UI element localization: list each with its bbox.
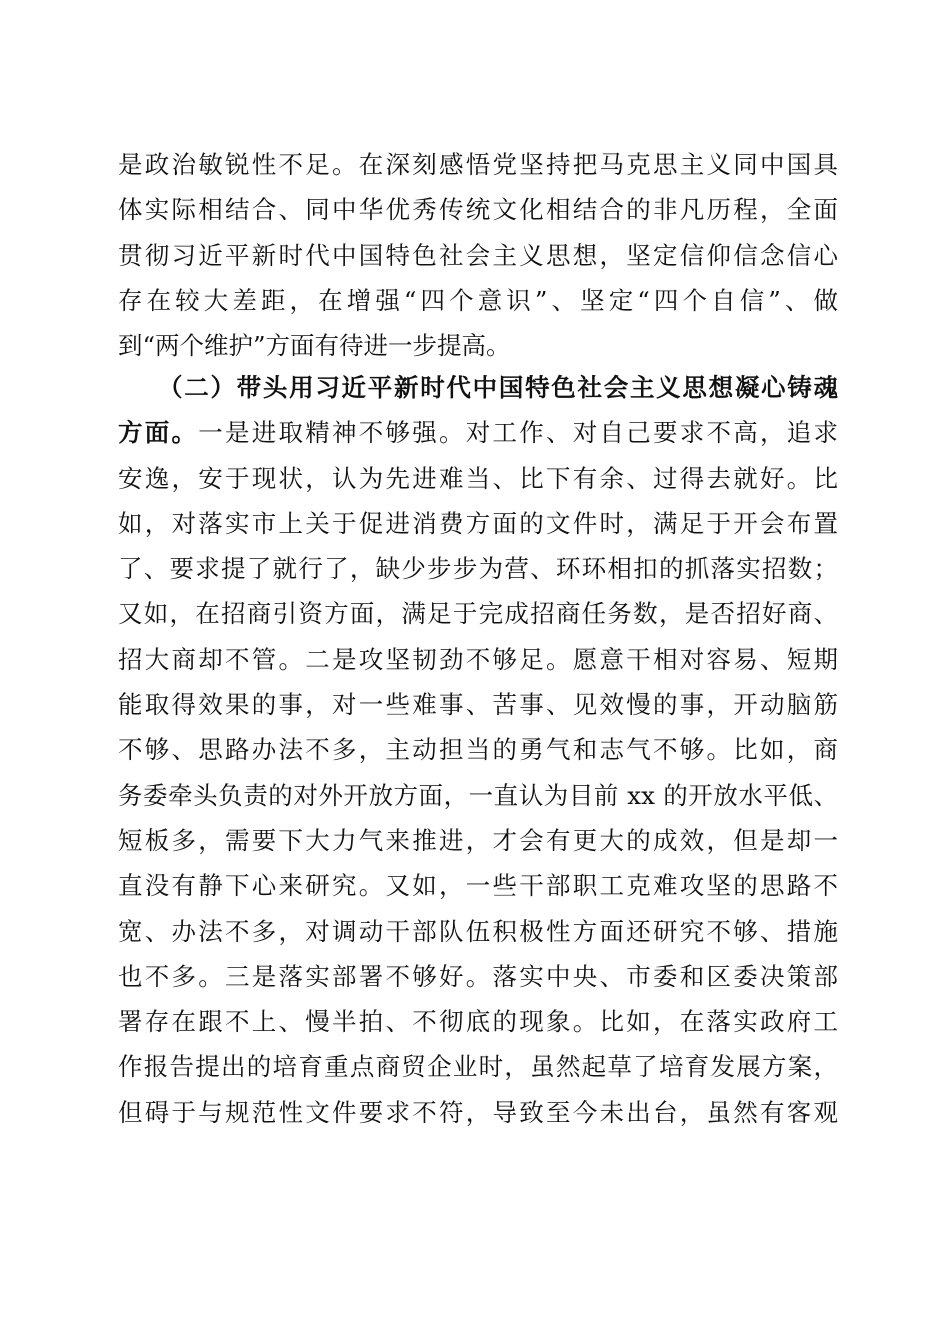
section-two-paragraph <box>118 365 838 1135</box>
paragraph-line: 了、要求提了就行了，缺少步步为营、环环相扣的抓落实招数； <box>118 554 838 584</box>
paragraph-line: 招大商却不管。二是攻坚韧劲不够足。愿意干相对容易、短期 <box>118 644 838 674</box>
paragraph-line: 又如，在招商引资方面，满足于完成招商任务数，是否招好商、 <box>118 599 838 629</box>
paragraph-line: 但碍于与规范性文件要求不符，导致至今未出台，虽然有客观 <box>118 1097 838 1127</box>
paragraph-line: 不够、思路办法不多，主动担当的勇气和志气不够。比如，商 <box>118 735 838 765</box>
paragraph-line: 一是进取精神不够强。对工作、对自己要求不高，追求 <box>198 418 838 448</box>
paragraph-line: 直没有静下心来研究。又如，一些干部职工克难攻坚的思路不 <box>118 871 838 901</box>
paragraph-line: 宽、办法不多，对调动干部队伍积极性方面还研究不够、措施 <box>118 916 838 946</box>
paragraph-line: 到“两个维护”方面有待进一步提高。 <box>118 331 511 361</box>
paragraph-line: 贯彻习近平新时代中国特色社会主义思想，坚定信仰信念信心 <box>118 240 838 270</box>
paragraph-line: 署存在跟不上、慢半拍、不彻底的现象。比如，在落实政府工 <box>118 1007 838 1037</box>
paragraph-line: 也不多。三是落实部署不够好。落实中央、市委和区委决策部 <box>118 961 838 991</box>
section-heading-end: 方面。 <box>118 418 199 448</box>
paragraph-line: 能取得效果的事，对一些难事、苦事、见效慢的事，开动脑筋 <box>118 690 838 720</box>
paragraph-line: 安逸，安于现状，认为先进难当、比下有余、过得去就好。比 <box>118 463 838 493</box>
paragraph-line: 存在较大差距，在增强“四个意识”、坚定“四个自信”、做 <box>118 285 838 315</box>
paragraph-continuation <box>118 142 838 368</box>
paragraph-line: 如，对落实市上关于促进消费方面的文件时，满足于开会布置 <box>118 508 838 538</box>
paragraph-line: 是政治敏锐性不足。在深刻感悟党坚持把马克思主义同中国具 <box>118 150 838 179</box>
paragraph-line: 体实际相结合、同中华优秀传统文化相结合的非凡历程，全面 <box>118 195 838 225</box>
section-heading-line-2 <box>118 410 838 455</box>
paragraph-line: 作报告提出的培育重点商贸企业时，虽然起草了培育发展方案， <box>118 1052 838 1082</box>
section-heading: （二）带头用习近平新时代中国特色社会主义思想凝心铸魂 <box>158 373 838 402</box>
paragraph-line: 务委牵头负责的对外开放方面，一直认为目前 xx 的开放水平低、 <box>118 780 838 810</box>
paragraph-line: 短板多，需要下大力气来推进，才会有更大的成效，但是却一 <box>118 825 838 855</box>
